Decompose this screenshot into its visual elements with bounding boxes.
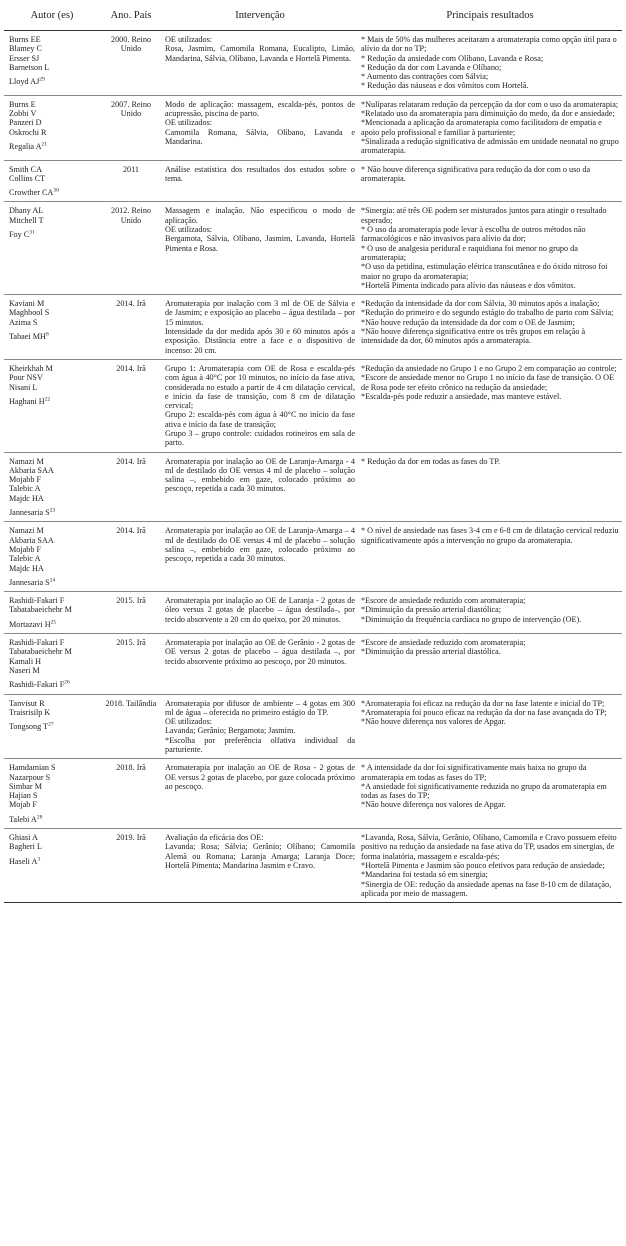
author-name: Tabatabaeichehr M [9, 647, 72, 657]
author-name: Simbar M [9, 781, 42, 791]
authors-cell [4, 160, 100, 202]
year-country-cell: 2011 [100, 160, 162, 202]
result-line: *Aromaterapia foi pouco eficaz na redução da dor na fase avançada do TP; [361, 707, 607, 717]
reference-number: 3 [37, 855, 41, 862]
authors-cell [4, 31, 100, 96]
intervention-cell [162, 31, 358, 96]
author-name: Zobbi V [9, 109, 37, 119]
intervention-line: Aromaterapia por difusor de ambiente – 4 gotas em 300 ml de água – oferecida no primeiro estágio do TP. [165, 698, 355, 717]
intervention-line: Aromaterapia por inalação ao OE de Laranja-Amarga - 4 ml de destilado do OE versus 4 ml de placebo – solução salina –, embebido em gaze, colocado próximo ao pescoço, repetida a cada 30 minutos. [165, 456, 355, 494]
intervention-cell [162, 759, 358, 829]
table-row [4, 522, 622, 592]
author-name: Panzeri D [9, 118, 42, 128]
intervention-line: Grupo 3 – grupo controle: cuidados rotineiros em sala de parto. [165, 428, 355, 448]
author-name: Akbaria SAA [9, 535, 54, 545]
author-name: Traisrisilp K [9, 707, 51, 717]
result-line: *Escore de ansiedade reduzido com aromaterapia; [361, 638, 526, 648]
result-line: *Aromaterapia foi eficaz na redução da dor na fase latente e inicial do TP; [361, 698, 605, 708]
table-row [4, 31, 622, 96]
author-name: Burns EE [9, 35, 41, 44]
header-results: Principais resultados [358, 6, 622, 31]
results-cell [358, 694, 622, 759]
last-author-name: Lloyd AJ [9, 77, 40, 87]
last-author [9, 332, 97, 341]
results-cell [358, 592, 622, 634]
results-cell [358, 634, 622, 694]
table-row [4, 359, 622, 452]
last-author [9, 230, 97, 239]
year-country-cell: 2018. Irã [100, 759, 162, 829]
author-name: Maghbool S [9, 308, 50, 318]
table-row [4, 295, 622, 360]
author-name: Namazi M [9, 456, 44, 466]
results-cell [358, 95, 622, 160]
intervention-line: OE utilizados: [165, 225, 213, 235]
last-author-name: Haghani H [9, 396, 45, 406]
author-name: Ghiasi A [9, 833, 38, 843]
author-name: Mitchell T [9, 215, 44, 225]
result-line: *Relatado uso da aromaterapia para diminuição do medo, da dor e ansiedade; [361, 109, 615, 119]
year-country-cell: 2007. Reino Unido [100, 95, 162, 160]
intervention-cell [162, 592, 358, 634]
last-author-name: Mortazavi H [9, 619, 51, 629]
author-name: Mojabb F [9, 544, 42, 554]
reference-number: 22 [44, 396, 51, 403]
result-line: *Mencionada a aplicação da aromaterapia como facilitadora de empatia e apoio pelo profissional e familiar à parturiente; [361, 118, 602, 137]
results-cell [358, 295, 622, 360]
last-author [9, 815, 97, 824]
author-name: Naseri M [9, 665, 40, 675]
result-line: *Escore de ansiedade reduzido com aromaterapia; [361, 596, 526, 606]
header-intervention: Intervenção [162, 6, 358, 31]
last-author-name: Tabaei MH [9, 332, 46, 342]
table-body [4, 31, 622, 903]
last-author [9, 508, 97, 517]
intervention-line: Lavanda; Rosa; Sálvia; Gerânio; Olíbano; Camomila Alemã ou Romana; Laranja Amarga; Laranja Doce; Hortelã Pimenta; Mandarina Jasmim e Cravo. [165, 842, 355, 870]
author-name: Majdc HA [9, 493, 44, 503]
author-name: Ersser SJ [9, 53, 40, 63]
result-line: *Sinergia: até três OE podem ser misturados juntos para atingir o resultado esperado; [361, 206, 607, 225]
author-name: Namazi M [9, 526, 44, 536]
result-line: * Aumento das contrações com Sálvia; [361, 72, 489, 82]
intervention-line: Aromaterapia por inalação ao OE de Laranja-Amarga – 4 ml de destilado do OE versus 4 ml de placebo – solução salina –, embebido em gaze, colocado próximo ao pescoço, repetida a cada 30 minutos. [165, 526, 355, 564]
result-line: *Não houve redução da intensidade da dor com o OE de Jasmim; [361, 317, 575, 327]
reference-number: 24 [49, 577, 56, 584]
intervention-cell [162, 634, 358, 694]
year-country-cell: 2014. Irã [100, 359, 162, 452]
table-row [4, 202, 622, 295]
reference-number: 31 [29, 229, 35, 236]
result-line: *Não houve diferença nos valores de Apgar. [361, 800, 506, 810]
result-line: *Hortelã Pimenta indicado para alívio das náuseas e dos vômitos. [361, 280, 576, 290]
intervention-cell [162, 452, 358, 522]
author-name: Kheirkhah M [9, 363, 53, 373]
result-line: *O uso da petidina, estimulação elétrica transcutânea e do óxido nitroso foi maior no grupo da aromaterapia; [361, 262, 608, 281]
intervention-line: Aromaterapia por inalação ao OE de Gerânio - 2 gotas de OE versus 2 gotas de placebo – água destilada –, por tecido absorvente próximo ao pescoço, por 20 minutos. [165, 638, 355, 666]
author-name: Burns E [9, 99, 36, 109]
results-cell [358, 359, 622, 452]
author-name: Akbaria SAA [9, 465, 54, 475]
result-line: *Não houve diferença nos valores de Apgar. [361, 717, 506, 727]
results-cell [358, 759, 622, 829]
result-line: *Mandarina foi testada só em sinergia; [361, 870, 488, 880]
intervention-line: Rosa, Jasmim, Camomila Romana, Eucalipto, Limão, Mandarina, Sálvia, Olíbano, Lavanda e Hortelã Pimenta. [165, 44, 355, 63]
last-author-name: Regalia A [9, 141, 42, 151]
result-line: * Não houve diferença significativa para redução da dor com o uso da aromaterapia. [361, 164, 591, 183]
last-author-name: Haseli A [9, 856, 38, 866]
reference-number: 25 [50, 619, 57, 625]
author-name: Nisani L [9, 382, 38, 392]
author-name: Kaviani M [9, 299, 45, 309]
last-author [9, 578, 97, 587]
intervention-line: Avaliação da eficácia dos OE: [165, 833, 264, 843]
author-name: Blamey C [9, 44, 42, 54]
result-line: *Escalda-pés pode reduzir a ansiedade, mas manteve estável. [361, 391, 562, 401]
authors-cell [4, 522, 100, 592]
last-author [9, 188, 97, 197]
table-header [4, 6, 622, 31]
table-row [4, 829, 622, 903]
result-line: * Redução da dor com Lavanda e Olíbano; [361, 62, 502, 72]
year-country-cell: 2018. Tailândia [100, 694, 162, 759]
author-name: Pour NSV [9, 373, 43, 383]
author-name: Mojab F [9, 800, 37, 810]
result-line: *Sinalizada a redução significativa de admissão em unidade neonatal no grupo aromaterapia. [361, 136, 619, 156]
result-line: * O uso da aromaterapia pode levar à escolha de outros métodos não farmacológicos e não invasivos para alívio da dor; [361, 225, 586, 244]
last-author [9, 77, 97, 86]
result-line: *A ansiedade foi significativamente reduzida no grupo da aromaterapia em todas as fases do TP; [361, 781, 607, 801]
year-country-cell: 2014. Irã [100, 522, 162, 592]
authors-cell [4, 634, 100, 694]
result-line: *Lavanda, Rosa, Sálvia, Gerânio, Olíbano, Camomila e Cravo possuem efeito positivo na redução da ansiedade na fase ativa do TP, usados em sinergias, de forma inalatória, massagem e escalda-pés; [361, 833, 617, 861]
intervention-cell [162, 522, 358, 592]
table-row [4, 160, 622, 202]
intervention-line: Intensidade da dor medida após 30 e 60 minutos após a exposição. Distância entre a face e o dispositivo de incenso: 20 cm. [165, 327, 355, 355]
result-line: *Escore de ansiedade menor no Grupo 1 no início da fase de transição. O OE de Rosa pode ter efeito crônico na redução da ansiedade; [361, 373, 615, 392]
results-cell [358, 202, 622, 295]
table-row [4, 634, 622, 694]
result-line: * Mais de 50% das mulheres aceitaram a aromaterapia como opção útil para o alívio da dor no TP; [361, 35, 617, 54]
last-author-name: Rashidi-Fakari F [9, 680, 65, 690]
results-cell [358, 31, 622, 96]
intervention-cell [162, 95, 358, 160]
authors-cell [4, 592, 100, 634]
intervention-cell [162, 829, 358, 903]
year-country-cell: 2015. Irã [100, 592, 162, 634]
authors-cell [4, 202, 100, 295]
year-country-cell: 2014. Irã [100, 452, 162, 522]
results-cell [358, 829, 622, 903]
table-row [4, 592, 622, 634]
author-name: Hajian S [9, 791, 38, 801]
table-row [4, 95, 622, 160]
review-table [4, 6, 622, 903]
table-row [4, 452, 622, 522]
intervention-line: OE utilizados: [165, 35, 213, 44]
intervention-line: Aromaterapia por inalação ao OE de Rosa - 2 gotas de OE versus 2 gotas de placebo, por gaze colocada próximo ao pescoço. [165, 763, 355, 791]
intervention-line: Aromaterapia por inalação ao OE de Laranja - 2 gotas de óleo versus 2 gotas de placebo – água destilada–, por tecido absorvente a 20 cm do queixo, por 20 minutos. [165, 596, 355, 624]
result-line: *Redução da intensidade da dor com Sálvia, 30 minutos após a inalação; [361, 299, 600, 309]
result-line: * Redução da ansiedade com Olíbano, Lavanda e Rosa; [361, 53, 544, 63]
result-line: *Diminuição da pressão arterial diastólica; [361, 605, 502, 615]
results-cell [358, 522, 622, 592]
last-author [9, 857, 97, 866]
reference-number: 29 [39, 76, 45, 83]
result-line: * Redução da dor em todas as fases do TP. [361, 456, 501, 466]
intervention-line: OE utilizados: [165, 118, 213, 128]
intervention-line: Massagem e inalação. Não especificou o modo de aplicação. [165, 206, 355, 225]
reference-number: 23 [49, 507, 56, 514]
reference-number: 8 [45, 331, 49, 338]
year-country-cell: 2019. Irã [100, 829, 162, 903]
intervention-cell [162, 295, 358, 360]
intervention-cell [162, 359, 358, 452]
intervention-line: Bergamota, Sálvia, Olíbano, Jasmim, Lavanda, Hortelã Pimenta e Rosa. [165, 234, 355, 253]
result-line: *Sinergia de OE: redução da ansiedade apenas na fase 8-10 cm de dilatação, aplicada por meio de massagem. [361, 879, 612, 898]
author-name: Nazarpour S [9, 772, 51, 782]
intervention-line: Camomila Romana, Sálvia, Olíbano, Lavanda e Mandarina. [165, 127, 355, 146]
author-name: Dhany AL [9, 206, 44, 216]
author-name: Tabatabaeichehr M [9, 605, 72, 615]
result-line: *Redução do primeiro e do segundo estágio do trabalho de parto com Sálvia; [361, 308, 614, 318]
year-country-cell: 2012. Reino Unido [100, 202, 162, 295]
author-name: Rashidi-Fakari F [9, 638, 65, 648]
author-name: Mojabb F [9, 475, 42, 485]
intervention-line: Grupo 1: Aromaterapia com OE de Rosa e escalda-pés com água à 40°C por 10 minutos, no início da fase ativa, considerada no estudo a partir de 4 cm dilatação cervical, e início da fase de transição, com 8 cm de dilatação cervical; [165, 363, 355, 411]
author-name: Kamali H [9, 656, 42, 666]
author-name: Talebic A [9, 554, 41, 564]
author-name: Bagheri L [9, 842, 42, 852]
result-line: * A intensidade da dor foi significativamente mais baixa no grupo da aromaterapia em todas as fases do TP; [361, 763, 587, 782]
reference-number: 21 [41, 141, 48, 148]
last-author-name: Foy C [9, 230, 30, 240]
results-cell [358, 160, 622, 202]
result-line: * O uso de analgesia peridural e raquidiana foi menor no grupo da aromaterapia; [361, 243, 578, 262]
results-cell [358, 452, 622, 522]
author-name: Oskrochi R [9, 127, 47, 137]
reference-number: 30 [53, 187, 59, 194]
authors-cell [4, 829, 100, 903]
table-row [4, 759, 622, 829]
author-name: Rashidi-Fakari F [9, 596, 65, 606]
authors-cell [4, 759, 100, 829]
last-author [9, 722, 97, 731]
year-country-cell: 2014. Irã [100, 295, 162, 360]
result-line: * Redução das náuseas e dos vômitos com Hortelã. [361, 81, 529, 91]
authors-cell [4, 95, 100, 160]
reference-number: 26 [64, 679, 70, 686]
authors-cell [4, 694, 100, 759]
intervention-line: Aromaterapia por inalação com 3 ml de OE de Sálvia e de Jasmim; e exposição ao placebo – água destilada – por 15 minutos. [165, 299, 355, 327]
result-line: *Hortelã Pimenta e Jasmim são pouco efetivos para redução de ansiedade; [361, 860, 605, 870]
intervention-line: Análise estatística dos resultados dos estudos sobre o tema. [165, 164, 355, 183]
year-country-cell: 2015. Irã [100, 634, 162, 694]
last-author-name: Crowther CA [9, 188, 54, 198]
year-country-cell: 2000. Reino Unido [100, 31, 162, 96]
last-author [9, 680, 97, 689]
intervention-cell [162, 160, 358, 202]
author-name: Azima S [9, 317, 38, 327]
last-author [9, 142, 97, 151]
intervention-cell [162, 202, 358, 295]
last-author [9, 397, 97, 406]
author-name: Barnetson L [9, 62, 50, 72]
authors-cell [4, 359, 100, 452]
last-author-name: Talebi A [9, 814, 37, 824]
result-line: *Não houve diferença significativa entre os três grupos em relação à intensidade da dor, 60 minutos após a aromaterapia. [361, 327, 586, 346]
authors-cell [4, 295, 100, 360]
last-author-name: Jannesaria S [9, 508, 50, 518]
author-name: Tanvisut R [9, 698, 45, 708]
result-line: *Diminuição da pressão arterial diastólica. [361, 647, 501, 657]
result-line: *Nulíparas relataram redução da percepção da dor com o uso da aromaterapia; [361, 99, 619, 109]
author-name: Collins CT [9, 173, 46, 183]
header-authors: Autor (es) [4, 6, 100, 31]
result-line: *Diminuição da frequência cardíaca no grupo de intervenção (OE). [361, 614, 582, 624]
intervention-line: Lavanda; Gerânio; Bergamota; Jasmim. [165, 726, 296, 736]
reference-number: 28 [36, 814, 43, 821]
author-name: Talebic A [9, 484, 41, 494]
intervention-line: Modo de aplicação: massagem, escalda-pés, pontos de acupressão, piscina de parto. [165, 99, 355, 119]
intervention-cell [162, 694, 358, 759]
intervention-line: OE utilizados: [165, 717, 213, 727]
author-name: Hamdamian S [9, 763, 56, 773]
result-line: *Redução da ansiedade no Grupo 1 e no Grupo 2 em comparação ao controle; [361, 363, 617, 373]
authors-cell [4, 452, 100, 522]
intervention-line: Grupo 2: escalda-pés com água à 40°C no início da fase ativa e início da fase de transição; [165, 410, 355, 429]
result-line: * O nível de ansiedade nas fases 3-4 cm e 6-8 cm de dilatação cervical reduziu significativamente após a intervenção no grupo da aromaterapia. [361, 526, 619, 545]
reference-number: 27 [48, 721, 54, 728]
last-author [9, 620, 97, 629]
intervention-line: *Escolha por preferência olfativa individual da parturiente. [165, 735, 355, 754]
table-row [4, 694, 622, 759]
author-name: Smith CA [9, 164, 42, 174]
author-name: Majdc HA [9, 563, 44, 573]
last-author-name: Tongsong T [9, 722, 49, 732]
header-year-country: Ano. País [100, 6, 162, 31]
last-author-name: Jannesaria S [9, 577, 50, 587]
